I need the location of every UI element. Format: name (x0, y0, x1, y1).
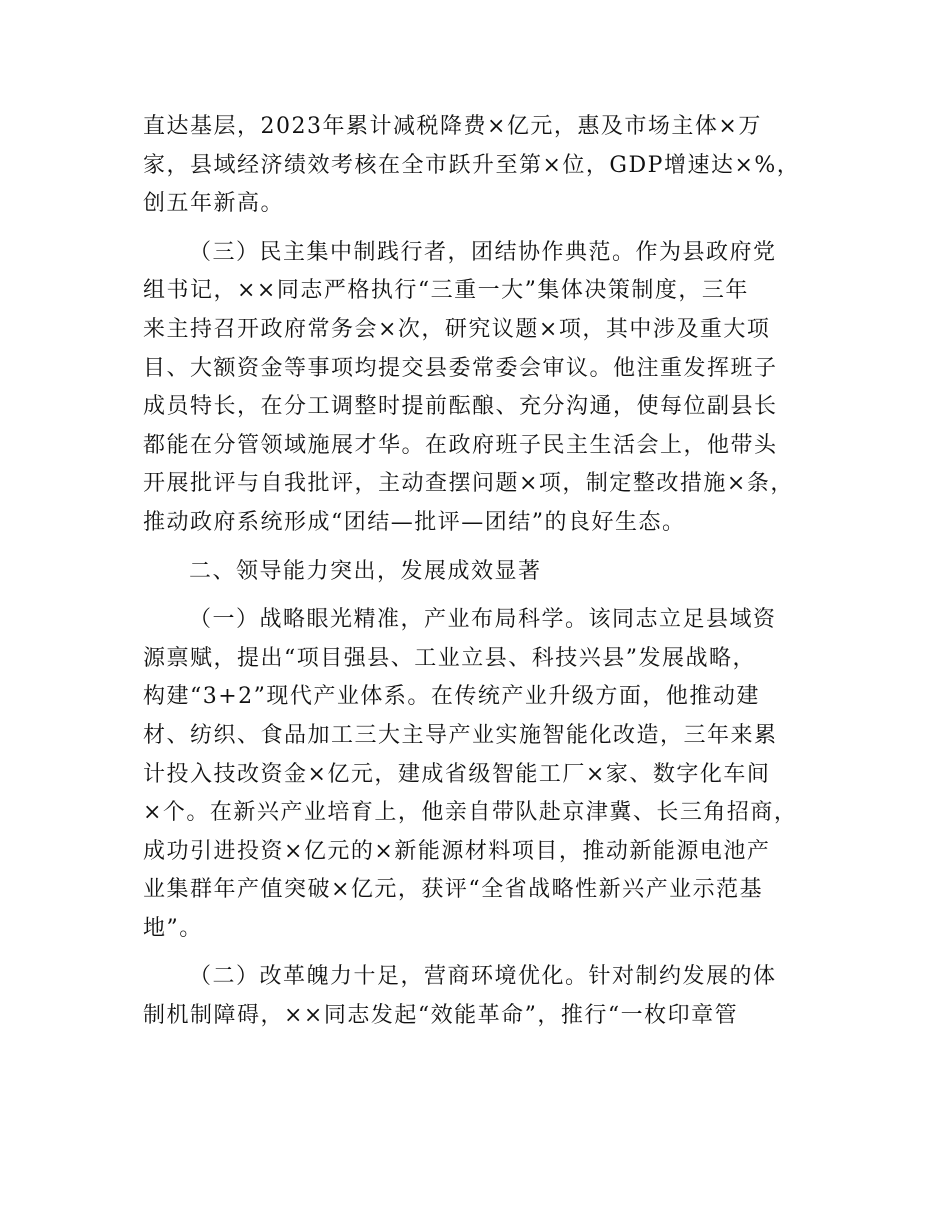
text-line: 直达基层，2023年累计减税降费×亿元，惠及市场主体×万 (143, 114, 762, 139)
text-line: 成功引进投资×亿元的×新能源材料项目，推动新能源电池产 (143, 838, 771, 864)
text-line: 计投入技改资金×亿元，建成省级智能工厂×家、数字化车间 (143, 761, 771, 787)
paragraph-democratic-centralism (143, 234, 813, 543)
section-heading (143, 553, 813, 592)
paragraph-strategy (143, 601, 813, 948)
text-line: 目、大额资金等事项均提交县委常委会审议。他注重发挥班子 (143, 355, 778, 381)
document-body (143, 108, 813, 1036)
text-line: 推动政府系统形成“团结—批评—团结”的良好生态。 (143, 509, 686, 535)
text-line: 都能在分管领域施展才华。在政府班子民主生活会上，他带头 (143, 432, 778, 458)
heading-line: 二、领导能力突出，发展成效显著 (189, 558, 542, 584)
text-line: 家，县域经济绩效考核在全市跃升至第×位，GDP增速达×%， (143, 152, 801, 178)
text-line: 源禀赋，提出“项目强县、工业立县、科技兴县”发展战略， (143, 645, 756, 671)
text-line: （三）民主集中制践行者，团结协作典范。作为县政府党 (189, 239, 777, 265)
text-line: 开展批评与自我批评，主动查摆问题×项，制定整改措施×条， (143, 471, 794, 497)
text-line: 地”。 (143, 915, 203, 941)
text-line: 构建“3+2”现代产业体系。在传统产业升级方面，他推动建 (143, 684, 760, 710)
text-line: （一）战略眼光精准，产业布局科学。该同志立足县域资 (189, 607, 777, 633)
paragraph-reform (143, 958, 813, 1035)
text-line: ×个。在新兴产业培育上，他亲自带队赴京津冀、长三角招商， (143, 800, 798, 826)
text-line: 组书记，××同志严格执行“三重一大”集体决策制度，三年 (143, 278, 749, 304)
paragraph-tax-results (143, 108, 813, 224)
text-line: （二）改革魄力十足，营商环境优化。针对制约发展的体 (189, 964, 777, 990)
text-line: 材、纺织、食品加工三大主导产业实施智能化改造，三年来累 (143, 722, 778, 748)
text-line: 来主持召开政府常务会×次，研究议题×项，其中涉及重大项 (143, 316, 771, 342)
text-line: 业集群年产值突破×亿元，获评“全省战略性新兴产业示范基 (143, 877, 764, 903)
text-line: 成员特长，在分工调整时提前酝酿、充分沟通，使每位副县长 (143, 394, 778, 420)
text-line: 创五年新高。 (143, 191, 285, 217)
text-line: 制机制障碍，××同志发起“效能革命”，推行“一枚印章管 (143, 1003, 739, 1029)
